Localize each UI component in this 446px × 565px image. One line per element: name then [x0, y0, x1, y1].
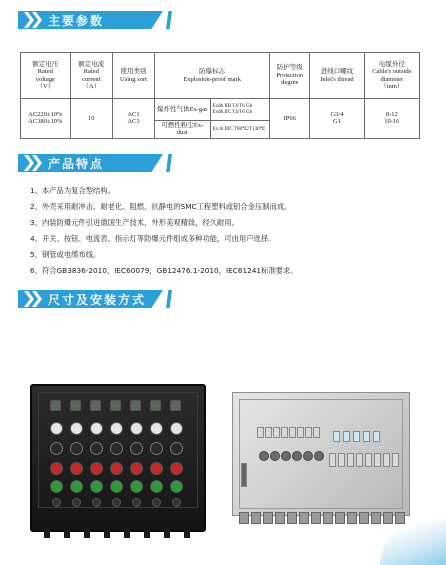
cell-current: 10 — [70, 99, 112, 139]
switch-knob-icon — [170, 442, 183, 455]
section-title: 主要参数 — [48, 14, 105, 28]
cable-gland-icon — [311, 512, 321, 524]
cable-entry-icon — [144, 528, 150, 538]
meter-icon — [170, 400, 181, 411]
cable-entry-icon — [104, 528, 110, 538]
cell-dust-label: 可燃性粉尘Ex-dust — [155, 121, 211, 139]
cell-diameter: 8-12 10-16 — [364, 99, 419, 139]
cable-gland-icon — [395, 512, 405, 524]
indicator-icon — [373, 431, 380, 442]
cell-dust-mark: Ex tb IIIC T80℃/T130℃ — [210, 121, 270, 139]
cable-gland-icon — [335, 512, 345, 524]
knob-icon — [270, 451, 280, 461]
cable-entry-icon — [184, 528, 190, 538]
switch-icon — [257, 427, 264, 438]
switch-knob-icon — [130, 442, 143, 455]
breaker-icon — [392, 453, 399, 467]
header-cable-diameter: 电缆外径 Cable's outside diameter （mm） — [364, 53, 419, 99]
indicator-light-icon — [170, 422, 183, 435]
cable-gland-icon — [347, 512, 357, 524]
cable-entry-icon — [64, 528, 70, 538]
green-button-icon — [110, 480, 123, 493]
cable-gland-icon — [92, 498, 101, 507]
switch-icon — [305, 427, 312, 438]
handle-icon — [241, 463, 247, 487]
header-using-sort: 使用类别 Using sort — [112, 53, 154, 99]
cable-gland-icon — [251, 512, 261, 524]
red-button-icon — [110, 462, 123, 475]
indicator-icon — [333, 431, 340, 442]
switch-knob-icon — [110, 442, 123, 455]
cable-gland-icon — [383, 512, 393, 524]
section-title: 产品特点 — [48, 157, 105, 171]
switch-icon — [265, 427, 272, 438]
indicator-light-icon — [130, 422, 143, 435]
knob-icon — [259, 451, 269, 461]
parameter-table — [20, 52, 420, 139]
cable-entry-icon — [164, 528, 170, 538]
switch-icon — [289, 427, 296, 438]
decorative-swoosh — [380, 520, 446, 565]
cable-gland-icon — [323, 512, 333, 524]
switch-knob-icon — [150, 442, 163, 455]
cable-entry-icon — [124, 528, 130, 538]
section-banner-main-params — [18, 11, 172, 29]
meter-icon — [70, 400, 81, 411]
cable-gland-icon — [172, 498, 181, 507]
cell-using-sort: AC1 AC3 — [112, 99, 154, 139]
cable-gland-icon — [299, 512, 309, 524]
switch-knob-icon — [50, 442, 63, 455]
cable-gland-icon — [152, 498, 161, 507]
cable-gland-icon — [112, 498, 121, 507]
switch-knob-icon — [70, 442, 83, 455]
cable-gland-icon — [263, 512, 273, 524]
header-rated-voltage: 额定电压 Rated voltage （V） — [21, 53, 71, 99]
green-button-icon — [130, 480, 143, 493]
switch-icon — [281, 427, 288, 438]
knob-icon — [314, 451, 324, 461]
indicator-icon — [353, 431, 360, 442]
product-photo-black-cabinet — [30, 384, 206, 532]
red-button-icon — [150, 462, 163, 475]
breaker-icon — [338, 453, 345, 467]
knob-icon — [303, 451, 313, 461]
indicator-icon — [343, 431, 350, 442]
green-button-icon — [90, 480, 103, 493]
red-button-icon — [130, 462, 143, 475]
green-button-icon — [50, 480, 63, 493]
cable-entry-icon — [84, 528, 90, 538]
header-rated-current: 额定电流 Rated current （A） — [70, 53, 112, 99]
list-item: 4、开关、按钮、电流表、指示灯等防爆元件组成多种功能，可由用户选择。 — [30, 234, 276, 243]
green-button-icon — [150, 480, 163, 493]
indicator-light-icon — [110, 422, 123, 435]
cable-gland-icon — [132, 498, 141, 507]
knob-icon — [281, 451, 291, 461]
list-item: 1、本产品为复合型结构。 — [30, 186, 115, 195]
indicator-light-icon — [70, 422, 83, 435]
red-button-icon — [70, 462, 83, 475]
cable-gland-icon — [239, 512, 249, 524]
meter-icon — [110, 400, 121, 411]
cable-gland-icon — [371, 512, 381, 524]
section-title: 尺寸及安装方式 — [48, 293, 147, 307]
list-item: 5、钢管或电缆布线。 — [30, 250, 101, 259]
header-protection: 防护等级 Protection degree — [270, 53, 310, 99]
knob-icon — [292, 451, 302, 461]
switch-icon — [313, 427, 320, 438]
breaker-icon — [347, 453, 354, 467]
red-button-icon — [170, 462, 183, 475]
meter-icon — [130, 400, 141, 411]
cable-gland-icon — [287, 512, 297, 524]
section-banner-dimensions — [18, 290, 172, 308]
cell-voltage: AC220±10% AC380±10% — [21, 99, 71, 139]
red-button-icon — [50, 462, 63, 475]
list-item: 3、内装防爆元件引进德国生产技术，外形美观精致，经久耐用。 — [30, 218, 239, 227]
cell-gas-label: 爆炸性气体Ex-gas — [155, 99, 211, 121]
green-button-icon — [70, 480, 83, 493]
switch-icon — [297, 427, 304, 438]
meter-icon — [150, 400, 161, 411]
cell-thread: G3/4 G1 — [310, 99, 364, 139]
cable-gland-icon — [72, 498, 81, 507]
feature-list — [30, 183, 298, 279]
list-item: 6、符合GB3836-2010，IEC60079，GB12476.1-2010，IEC61241标准要求。 — [30, 266, 298, 275]
product-photo-steel-cabinet — [232, 392, 410, 516]
switch-icon — [273, 427, 280, 438]
breaker-icon — [383, 453, 390, 467]
breaker-icon — [365, 453, 372, 467]
header-explosion-mark: 防爆标志 Explosion-proof mark — [155, 53, 270, 99]
list-item: 2、外壳采用耐冲击、耐老化、阻燃、抗静电的SMC工程塑料或铝合金压制而成。 — [30, 202, 292, 211]
indicator-light-icon — [90, 422, 103, 435]
indicator-icon — [363, 431, 370, 442]
indicator-light-icon — [150, 422, 163, 435]
meter-icon — [90, 400, 101, 411]
cable-entry-icon — [44, 528, 50, 538]
section-banner-features — [18, 154, 172, 172]
cable-gland-icon — [52, 498, 61, 507]
breaker-icon — [329, 453, 336, 467]
cable-gland-icon — [359, 512, 369, 524]
header-inlet-thread: 进线口螺纹 Inlet's thread — [310, 53, 364, 99]
breaker-icon — [374, 453, 381, 467]
green-button-icon — [170, 480, 183, 493]
meter-icon — [50, 400, 61, 411]
breaker-icon — [356, 453, 363, 467]
cell-protection: IP66 — [270, 99, 310, 139]
cell-gas-marks: Exdb IIB T4/T6 Gb Exdb IIC T4/T6 Gb — [210, 99, 270, 121]
red-button-icon — [90, 462, 103, 475]
cable-gland-icon — [275, 512, 285, 524]
switch-knob-icon — [90, 442, 103, 455]
indicator-light-icon — [50, 422, 63, 435]
